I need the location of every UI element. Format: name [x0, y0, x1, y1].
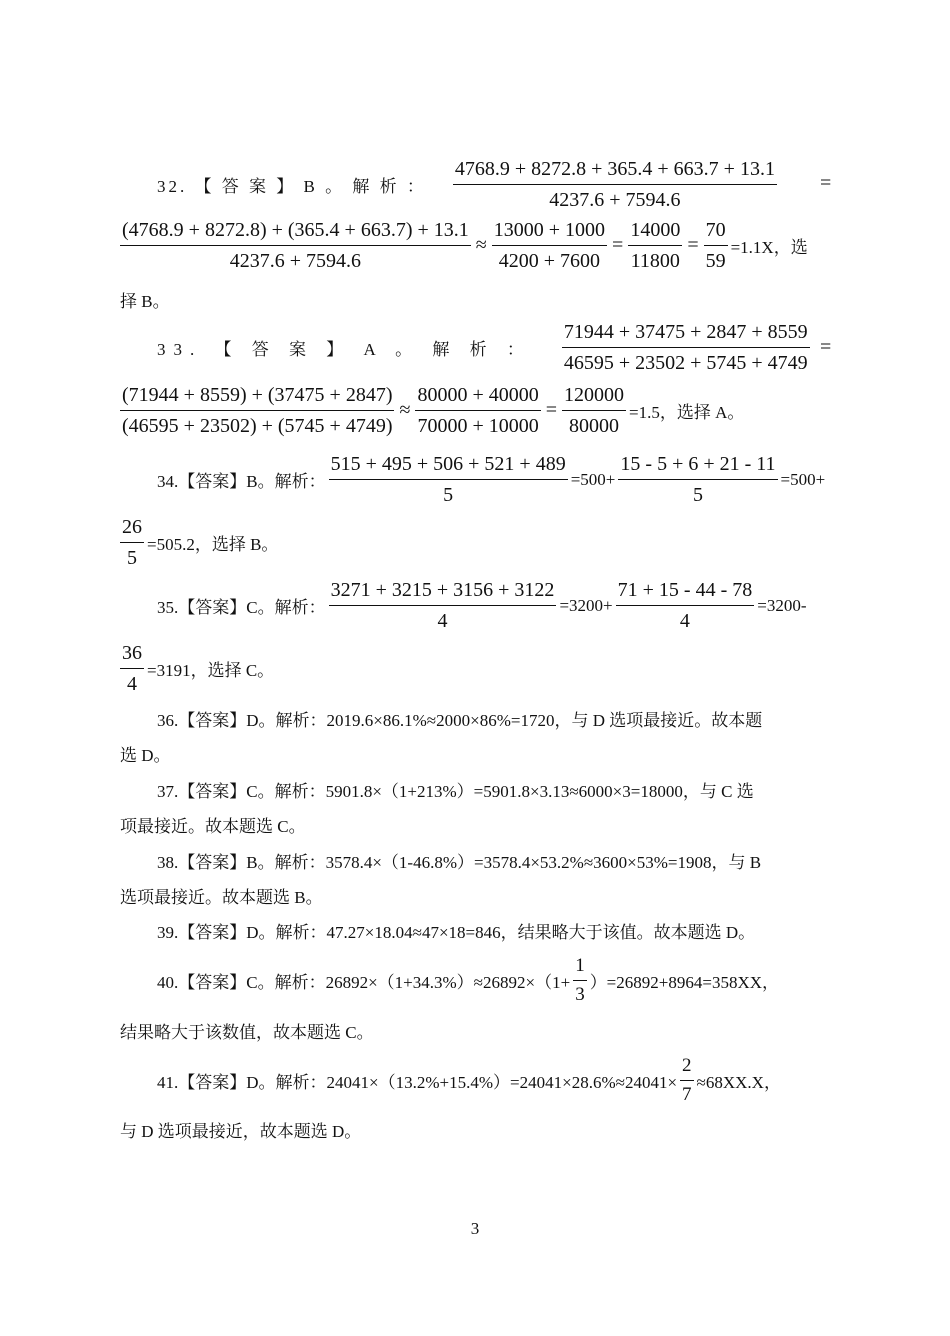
- equals-sign: =: [687, 234, 699, 256]
- q35-fraction-1: [329, 578, 557, 633]
- q36-line-1: 36.【答案】D。解析：2019.6×86.1%≈2000×86%=1720，与 D 选项最接近。故本题: [157, 711, 763, 730]
- q33-f2-denominator: (46595 + 23502) + (5745 + 4749): [122, 415, 393, 437]
- q36-line-2: 选 D。: [120, 746, 171, 765]
- approx-sign: ≈: [399, 399, 411, 421]
- q32-f5-denominator: 59: [705, 250, 726, 272]
- q35-f3-denominator: 4: [127, 673, 137, 695]
- q35-f1-numerator: 3271 + 3215 + 3156 + 3122: [329, 578, 557, 606]
- q32-continuation: 择 B。: [120, 292, 170, 311]
- q34-fraction-3: [120, 515, 144, 570]
- q32-fraction-4: [628, 218, 682, 273]
- q33-eq-right: [818, 336, 833, 359]
- q41-numerator: 2: [680, 1055, 694, 1081]
- q32-f4-numerator: 14000: [628, 218, 682, 246]
- q34-f3-numerator: 26: [120, 515, 144, 543]
- q32-second-line: [120, 218, 808, 273]
- q32-f2-numerator: (4768.9 + 8272.8) + (365.4 + 663.7) + 13.1: [120, 218, 471, 246]
- q32-f4-denominator: 11800: [630, 250, 680, 272]
- q34-first-line: [157, 452, 825, 507]
- page-number: 3: [470, 1219, 480, 1238]
- q33-fraction-1: [562, 320, 810, 375]
- q39-line-1: 39.【答案】D。解析：47.27×18.04≈47×18=846，结果略大于该值。故本题选 D。: [157, 923, 756, 942]
- q40-post: ）=26892+8964=358XX，: [589, 973, 780, 992]
- equals-sign: =: [545, 399, 558, 421]
- q35-f2-numerator: 71 + 15 - 44 - 78: [616, 578, 755, 606]
- q32-eq-right: [818, 172, 833, 195]
- q37-line-2: 项最接近。故本题选 C。: [120, 817, 306, 836]
- q33-f4-denominator: 80000: [569, 415, 620, 437]
- q34-f3-denominator: 5: [127, 547, 137, 569]
- q35-fraction-2: [616, 578, 755, 633]
- q32-f5-numerator: 70: [704, 218, 728, 246]
- q40-numerator: 1: [573, 955, 587, 981]
- q37-line-1: 37.【答案】C。解析：5901.8×（1+213%）=5901.8×3.13≈6000×3=18000，与 C 选: [157, 782, 754, 801]
- q32-f1-numerator: 4768.9 + 8272.8 + 365.4 + 663.7 + 13.1: [453, 157, 777, 185]
- q41-post: ≈68XX.X，: [696, 1073, 781, 1092]
- q35-tail: =3200-: [757, 595, 807, 615]
- q35-f2-denominator: 4: [679, 610, 690, 632]
- q35-label: 35.【答案】C。解析：: [157, 598, 326, 617]
- q32-fraction-2: [120, 218, 471, 273]
- q40-line-2: 结果略大于该数值，故本题选 C。: [120, 1023, 374, 1042]
- q35-f1-denominator: 4: [437, 610, 448, 632]
- q34-f2-numerator: 15 - 5 + 6 + 21 - 11: [618, 452, 777, 480]
- q32-tail: =1.1X，选: [730, 238, 808, 257]
- q34-f1-numerator: 515 + 495 + 506 + 521 + 489: [329, 452, 568, 480]
- q34-fraction-1: [329, 452, 568, 507]
- q35-continuation: =3191，选择 C。: [147, 661, 275, 680]
- q33-second-line: [120, 383, 744, 438]
- q35-fraction-3: [120, 641, 144, 696]
- q34-f1-denominator: 5: [443, 484, 454, 506]
- q32-label: 32. 【 答 案 】 B 。 解 析 ：: [157, 177, 427, 196]
- q32-first-line: [157, 157, 780, 212]
- q32-fraction-1: [453, 157, 777, 212]
- q34-second-line: [120, 515, 278, 570]
- q34-f2-denominator: 5: [692, 484, 703, 506]
- q33-fraction-4: [562, 383, 626, 438]
- q40-first-line: [157, 955, 779, 1006]
- q38-line-2: 选项最接近。故本题选 B。: [120, 888, 323, 907]
- q34-continuation: =505.2，选择 B。: [147, 535, 279, 554]
- q34-mid: =500+: [570, 469, 616, 489]
- q32-f3-denominator: 4200 + 7600: [498, 250, 601, 272]
- q40-fraction: [573, 955, 587, 1006]
- q32-f2-denominator: 4237.6 + 7594.6: [229, 250, 362, 272]
- q35-second-line: [120, 641, 274, 696]
- q41-fraction: [680, 1055, 694, 1106]
- q35-first-line: [157, 578, 806, 633]
- q33-label: 33. 【 答 案 】 A 。 解 析 ：: [157, 340, 532, 359]
- q41-pre: 41.【答案】D。解析：24041×（13.2%+15.4%）=24041×28.6%≈24041×: [157, 1073, 678, 1092]
- q40-pre: 40.【答案】C。解析：26892×（1+34.3%）≈26892×（1+: [157, 973, 571, 992]
- q33-f1-denominator: 46595 + 23502 + 5745 + 4749: [563, 352, 808, 374]
- equals-sign: =: [820, 172, 832, 194]
- q41-first-line: [157, 1055, 781, 1106]
- q40-denominator: 3: [575, 984, 585, 1005]
- approx-sign: ≈: [475, 234, 487, 256]
- q32-fraction-5: [704, 218, 728, 273]
- q33-first-line: [157, 320, 813, 375]
- q32-f1-denominator: 4237.6 + 7594.6: [549, 189, 681, 211]
- q35-f3-numerator: 36: [120, 641, 144, 669]
- q34-tail: =500+: [780, 469, 826, 489]
- q41-denominator: 7: [682, 1084, 692, 1105]
- q33-f2-numerator: (71944 + 8559) + (37475 + 2847): [120, 383, 394, 411]
- q38-line-1: 38.【答案】B。解析：3578.4×（1-46.8%）=3578.4×53.2%≈3600×53%=1908，与 B: [157, 853, 762, 872]
- equals-sign: =: [820, 336, 832, 358]
- q35-mid: =3200+: [559, 595, 613, 615]
- q33-fraction-3: [415, 383, 540, 438]
- q34-fraction-2: [618, 452, 777, 507]
- q33-f4-numerator: 120000: [562, 383, 626, 411]
- q32-fraction-3: [492, 218, 607, 273]
- q33-tail: =1.5，选择 A。: [629, 403, 745, 422]
- equals-sign: =: [612, 234, 624, 256]
- q41-line-2: 与 D 选项最接近，故本题选 D。: [120, 1122, 362, 1141]
- q32-f3-numerator: 13000 + 1000: [492, 218, 607, 246]
- q33-f3-denominator: 70000 + 10000: [417, 415, 539, 437]
- q34-label: 34.【答案】B。解析：: [157, 472, 326, 491]
- q33-f3-numerator: 80000 + 40000: [415, 383, 540, 411]
- q33-fraction-2: [120, 383, 394, 438]
- q33-f1-numerator: 71944 + 37475 + 2847 + 8559: [562, 320, 810, 348]
